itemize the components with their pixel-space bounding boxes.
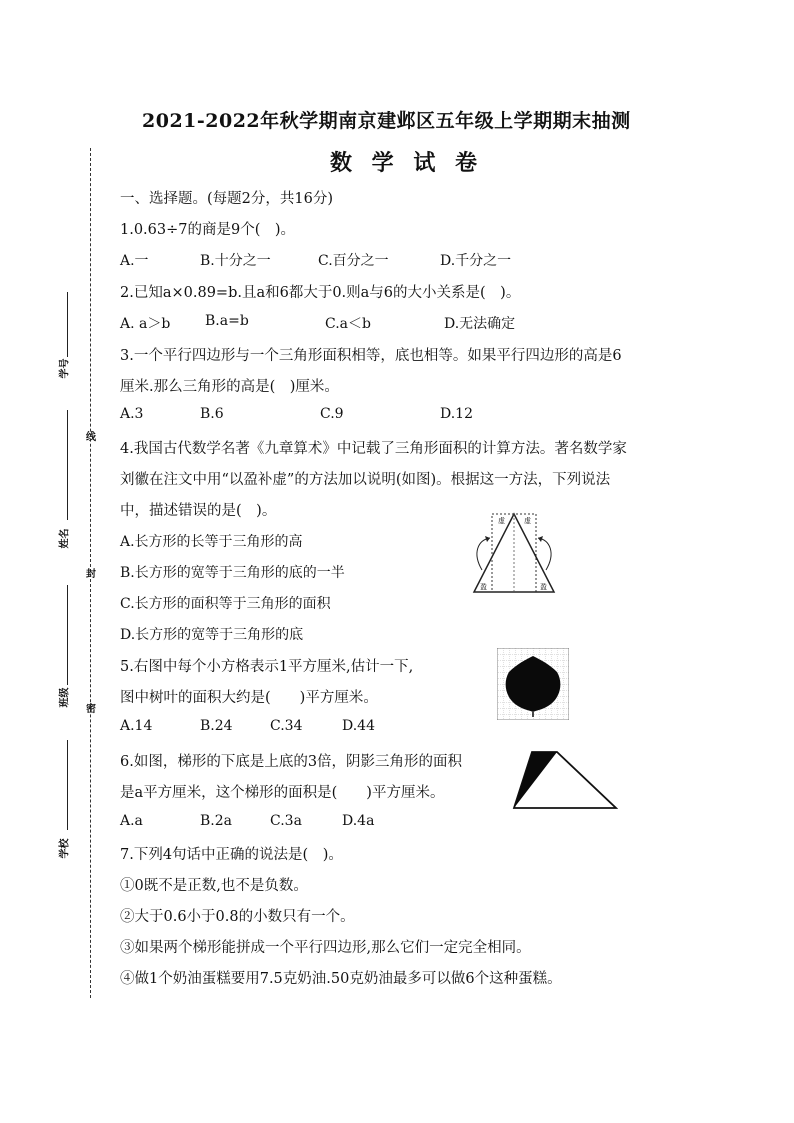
q6-option-c: C.3a — [270, 813, 302, 829]
school-label: 学校 — [59, 838, 71, 859]
q7-item-2: ②大于0.6小于0.8的小数只有一个。 — [120, 909, 355, 925]
name-line — [67, 410, 68, 520]
q1-stem: 1.0.63÷7的商是9个( )。 — [120, 222, 296, 238]
q6-stem-line2: 是a平方厘米，这个梯形的面积是( )平方厘米。 — [120, 785, 445, 801]
seal-char-seal: 封 — [86, 569, 96, 580]
q7-item-1: ①0既不是正数,也不是负数。 — [120, 878, 308, 894]
q4-stem-line2: 刘徽在注文中用“以盈补虚”的方法加以说明(如图)。根据这一方法，下列说法 — [120, 472, 611, 488]
triangle-rectangle-figure — [470, 508, 560, 596]
q7-item-3: ③如果两个梯形能拼成一个平行四边形,那么它们一定完全相同。 — [120, 940, 531, 956]
q3-option-d: D.12 — [440, 406, 473, 422]
fig-label-ying-left: 盈 — [480, 583, 487, 591]
section-heading: 一、选择题。(每题2分，共16分) — [120, 191, 333, 207]
fig-label-xu-left: 虚 — [498, 517, 505, 525]
school-line — [67, 740, 68, 830]
q3-stem-line2: 厘米.那么三角形的高是( )厘米。 — [120, 379, 339, 395]
exam-title: 2021-2022年秋学期南京建邺区五年级上学期期末抽测 — [142, 110, 631, 132]
q4-option-c: C.长方形的面积等于三角形的面积 — [120, 596, 331, 612]
q5-stem-line2: 图中树叶的面积大约是( )平方厘米。 — [120, 690, 378, 706]
q6-stem-line1: 6.如图，梯形的下底是上底的3倍，阴影三角形的面积 — [120, 754, 463, 770]
seal-char-line: 线 — [86, 432, 96, 443]
q4-option-d: D.长方形的宽等于三角形的底 — [120, 627, 304, 643]
q5-option-a: A.14 — [120, 718, 153, 734]
figure-triangle — [474, 514, 554, 592]
q4-option-b: B.长方形的宽等于三角形的底的一半 — [120, 565, 345, 581]
q2-option-a: A. a＞b — [120, 316, 171, 332]
student-id-line — [67, 292, 68, 357]
class-line — [67, 585, 68, 685]
q3-stem-line1: 3.一个平行四边形与一个三角形面积相等，底也相等。如果平行四边形的高是6 — [120, 348, 622, 364]
q4-stem-line3: 中，描述错误的是( )。 — [120, 503, 277, 519]
q2-option-b: B.a=b — [205, 313, 249, 329]
q5-option-b: B.24 — [200, 718, 233, 734]
student-id-label: 学号 — [59, 358, 71, 379]
q7-item-4: ④做1个奶油蛋糕要用7.5克奶油.50克奶油最多可以做6个这种蛋糕。 — [120, 971, 562, 987]
q2-stem: 2.已知a×0.89=b.且a和6都大于0.则a与6的大小关系是( )。 — [120, 285, 521, 301]
trapezoid-figure — [512, 750, 618, 810]
q2-option-c: C.a＜b — [325, 316, 371, 332]
q4-option-a: A.长方形的长等于三角形的高 — [120, 534, 303, 550]
q6-option-a: A.a — [120, 813, 143, 829]
q1-option-a: A.一 — [120, 253, 149, 269]
q6-option-d: D.4a — [342, 813, 375, 829]
q2-option-d: D.无法确定 — [444, 316, 516, 332]
exam-subtitle: 数 学 试 卷 — [330, 150, 483, 176]
q5-stem-line1: 5.右图中每个小方格表示1平方厘米,估计一下, — [120, 659, 414, 675]
q3-option-a: A.3 — [120, 406, 144, 422]
class-label: 班级 — [59, 687, 71, 708]
q7-stem: 7.下列4句话中正确的说法是( )。 — [120, 847, 343, 863]
name-label: 姓名 — [59, 528, 71, 549]
q3-option-c: C.9 — [320, 406, 344, 422]
q5-option-d: D.44 — [342, 718, 375, 734]
q6-option-b: B.2a — [200, 813, 232, 829]
seal-char-secret: 密 — [86, 704, 96, 715]
q1-option-b: B.十分之一 — [200, 253, 271, 269]
figure-rectangle — [492, 514, 536, 592]
q1-option-d: D.千分之一 — [440, 253, 512, 269]
leaf-grid-figure — [497, 648, 569, 720]
fig-label-ying-right: 盈 — [540, 583, 547, 591]
fig-label-xu-right: 虚 — [524, 517, 531, 525]
q3-option-b: B.6 — [200, 406, 224, 422]
q1-option-c: C.百分之一 — [318, 253, 389, 269]
q4-stem-line1: 4.我国古代数学名著《九章算术》中记载了三角形面积的计算方法。著名数学家 — [120, 441, 627, 457]
q5-option-c: C.34 — [270, 718, 303, 734]
